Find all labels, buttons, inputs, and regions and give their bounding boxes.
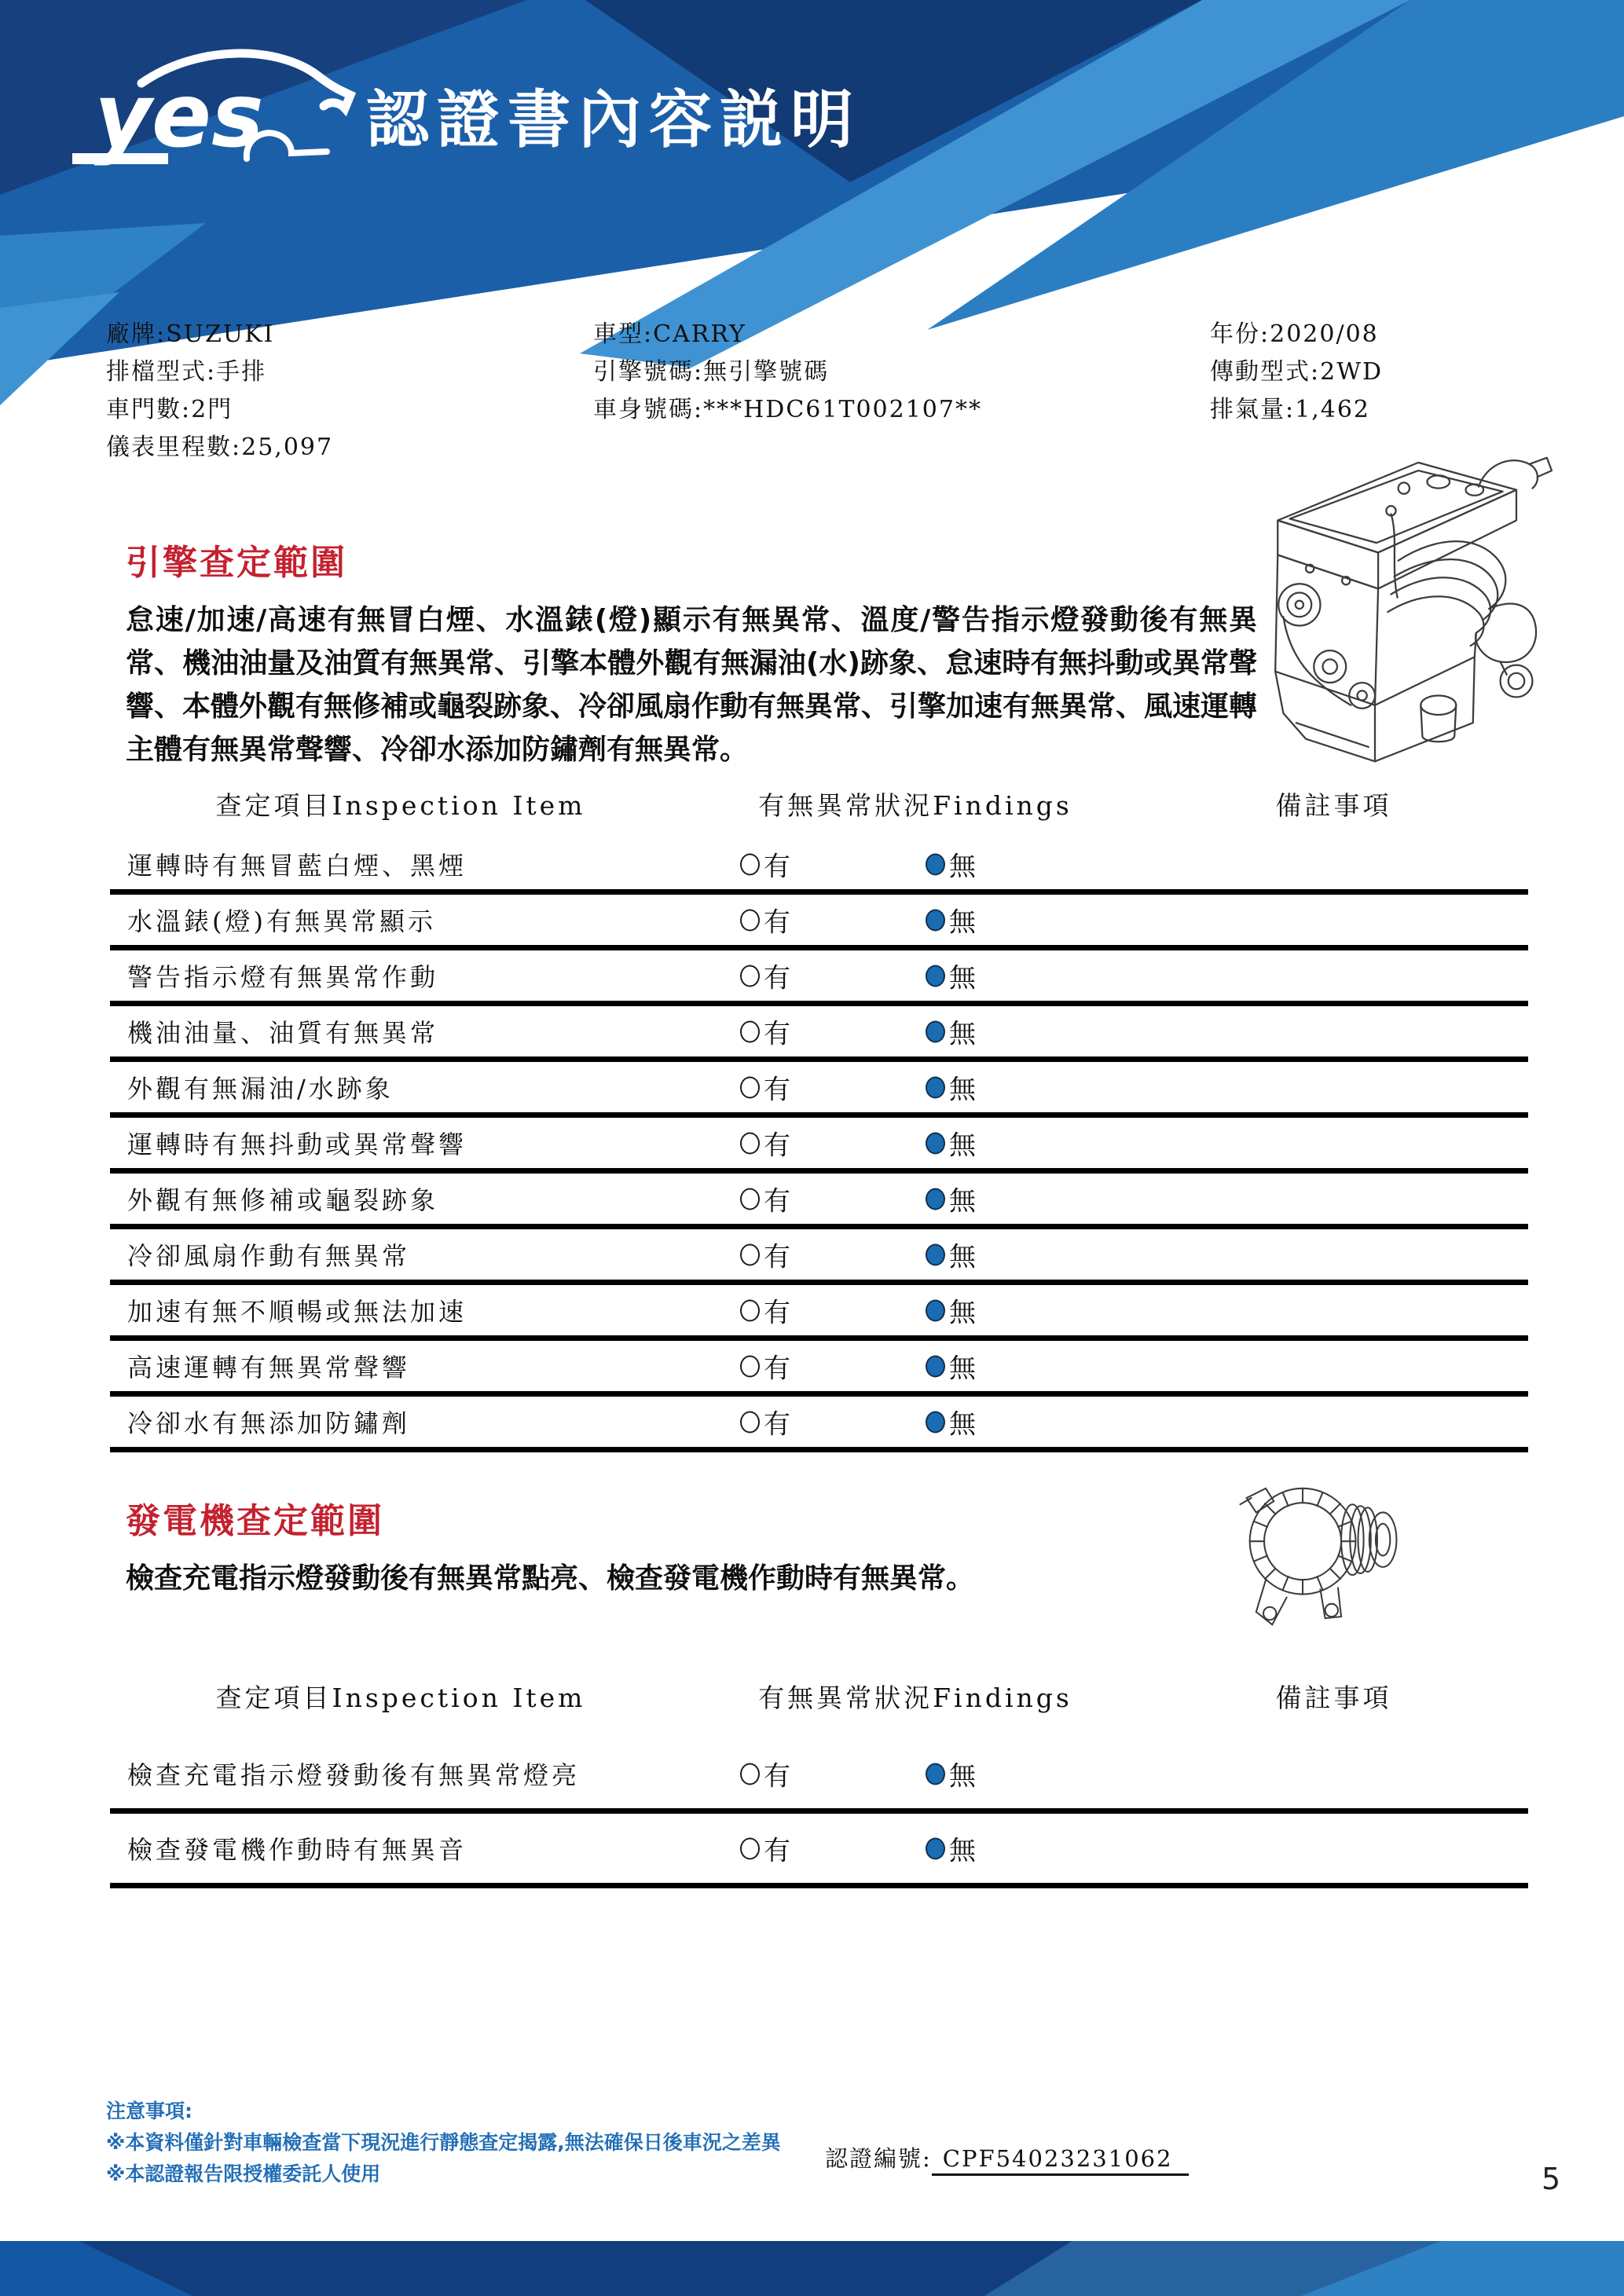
engine-illustration-icon — [1234, 440, 1587, 778]
vehicle-info-col3 — [1210, 316, 1603, 429]
info-year: 年份:2020/08 — [1210, 320, 1379, 348]
info-brand: 廠牌:SUZUKI — [106, 320, 275, 348]
inspection-row — [110, 839, 1528, 895]
findings-cell — [691, 1062, 1139, 1112]
radio-no[interactable]: 無 — [926, 1124, 976, 1163]
radio-no[interactable]: 無 — [926, 1291, 976, 1330]
inspection-item-label: 加速有無不順暢或無法加速 — [127, 1297, 467, 1327]
note-line: ※本認證報告限授權委託人使用 — [106, 2162, 381, 2185]
info-door-count: 車門數:2門 — [106, 396, 233, 423]
radio-yes-circle-icon[interactable] — [740, 1837, 760, 1859]
radio-yes[interactable]: 有 — [740, 1403, 790, 1441]
radio-no[interactable]: 無 — [926, 1180, 976, 1218]
inspection-row — [110, 950, 1528, 1006]
inspection-item-label: 檢查發電機作動時有無異音 — [127, 1835, 467, 1865]
radio-no-circle-icon[interactable] — [926, 1763, 945, 1785]
findings-cell — [691, 1285, 1139, 1335]
radio-no[interactable]: 無 — [926, 1013, 976, 1051]
radio-no-circle-icon[interactable] — [926, 1299, 945, 1321]
radio-yes-circle-icon[interactable] — [740, 853, 760, 875]
yes-logo — [49, 41, 387, 178]
findings-cell — [691, 1814, 1139, 1883]
footer-notes — [106, 2096, 781, 2190]
findings-cell — [691, 839, 1139, 889]
certificate-number-label: 認證編號: — [825, 2145, 932, 2172]
inspection-row — [110, 1062, 1528, 1118]
radio-no[interactable]: 無 — [926, 901, 976, 939]
radio-no-circle-icon[interactable] — [926, 1837, 945, 1859]
inspection-row — [110, 1285, 1528, 1341]
radio-no-circle-icon[interactable] — [926, 1020, 945, 1042]
radio-yes[interactable]: 有 — [740, 1347, 790, 1386]
radio-yes[interactable]: 有 — [740, 1236, 790, 1274]
radio-no-circle-icon[interactable] — [926, 965, 945, 987]
radio-no-circle-icon[interactable] — [926, 1355, 945, 1377]
radio-yes-circle-icon[interactable] — [740, 909, 760, 931]
inspection-item-label: 冷卻風扇作動有無異常 — [127, 1241, 411, 1271]
inspection-item-label: 運轉時有無冒藍白煙、黑煙 — [127, 851, 467, 881]
inspection-row — [110, 1118, 1528, 1174]
radio-no[interactable]: 無 — [926, 1403, 976, 1441]
engine-section-description: 怠速/加速/高速有無冒白煙、水溫錶(燈)顯示有無異常、溫度/警告指示燈發動後有無異常、機油油量及油質有無異常、引擎本體外觀有無漏油(水)跡象、怠速時有無抖動或異常聲響、本體外觀有無修補或龜裂跡象、冷卻風扇作動有無異常、引擎加速有無異常、風速運轉主體有無異常聲響、冷卻水添加防鏽劑有無異常。 — [126, 604, 1258, 766]
radio-yes[interactable]: 有 — [740, 1180, 790, 1218]
generator-table-header — [110, 1672, 1528, 1720]
findings-cell — [691, 1341, 1139, 1391]
inspection-item-label: 機油油量、油質有無異常 — [127, 1018, 439, 1048]
info-drive-type: 傳動型式:2WD — [1210, 358, 1384, 386]
inspection-row — [110, 1739, 1528, 1814]
inspection-row — [110, 1341, 1528, 1397]
radio-no-circle-icon[interactable] — [926, 1188, 945, 1210]
info-transmission-type: 排檔型式:手排 — [106, 358, 267, 386]
inspection-item-label: 運轉時有無抖動或異常聲響 — [127, 1130, 467, 1159]
alternator-illustration-icon — [1224, 1467, 1417, 1640]
radio-no[interactable]: 無 — [926, 845, 976, 884]
radio-no-circle-icon[interactable] — [926, 1076, 945, 1098]
findings-cell — [691, 1397, 1139, 1447]
radio-yes-circle-icon[interactable] — [740, 1188, 760, 1210]
radio-no-circle-icon[interactable] — [926, 909, 945, 931]
radio-yes-circle-icon[interactable] — [740, 965, 760, 987]
radio-yes-circle-icon[interactable] — [740, 1299, 760, 1321]
page-number: 5 — [1542, 2162, 1561, 2196]
inspection-item-label: 檢查充電指示燈發動後有無異常燈亮 — [127, 1760, 581, 1790]
info-odometer: 儀表里程數:25,097 — [106, 434, 334, 461]
radio-no[interactable]: 無 — [926, 957, 976, 995]
radio-yes-circle-icon[interactable] — [740, 1763, 760, 1785]
radio-yes[interactable]: 有 — [740, 957, 790, 995]
engine-inspection-table — [110, 779, 1528, 1452]
col-header-item: 查定項目Inspection Item — [215, 789, 586, 821]
generator-section-title: 發電機查定範圍 — [126, 1501, 384, 1541]
info-displacement: 排氣量:1,462 — [1210, 396, 1370, 423]
certificate-number-value: CPF54023231062 — [932, 2145, 1189, 2176]
info-engine-number: 引擎號碼:無引擎號碼 — [593, 358, 830, 386]
inspection-item-label: 外觀有無修補或龜裂跡象 — [127, 1185, 439, 1215]
radio-yes-circle-icon[interactable] — [740, 1132, 760, 1154]
findings-cell — [691, 950, 1139, 1001]
radio-yes[interactable]: 有 — [740, 1829, 790, 1868]
radio-yes[interactable]: 有 — [740, 1291, 790, 1330]
col-header-findings: 有無異常狀況Findings — [758, 1682, 1072, 1713]
logo-text: yes — [94, 65, 264, 167]
radio-yes-circle-icon[interactable] — [740, 1076, 760, 1098]
findings-cell — [691, 1118, 1139, 1168]
inspection-row — [110, 1397, 1528, 1452]
findings-cell — [691, 1174, 1139, 1224]
note-line: ※本資料僅針對車輛檢查當下現況進行靜態查定揭露,無法確保日後車況之差異 — [106, 2131, 781, 2154]
findings-cell — [691, 1229, 1139, 1280]
findings-cell — [691, 1739, 1139, 1808]
radio-yes[interactable]: 有 — [740, 1013, 790, 1051]
inspection-item-label: 冷卻水有無添加防鏽劑 — [127, 1408, 411, 1438]
inspection-item-label: 高速運轉有無異常聲響 — [127, 1353, 411, 1382]
col-header-notes: 備註事項 — [1275, 789, 1392, 821]
radio-yes[interactable]: 有 — [740, 1124, 790, 1163]
radio-no-circle-icon[interactable] — [926, 853, 945, 875]
inspection-row — [110, 1814, 1528, 1888]
inspection-row — [110, 1174, 1528, 1229]
radio-yes-circle-icon[interactable] — [740, 1020, 760, 1042]
col-header-findings: 有無異常狀況Findings — [758, 789, 1072, 821]
radio-no[interactable]: 無 — [926, 1068, 976, 1107]
radio-no-circle-icon[interactable] — [926, 1243, 945, 1265]
radio-no-circle-icon[interactable] — [926, 1411, 945, 1433]
inspection-item-label: 外觀有無漏油/水跡象 — [127, 1074, 394, 1104]
vehicle-info-col1 — [106, 316, 577, 467]
inspection-row — [110, 1006, 1528, 1062]
bottom-bar-shapes — [0, 2241, 1624, 2296]
inspection-item-label: 警告指示燈有無異常作動 — [127, 962, 439, 992]
page-title: 認證書內容説明 — [366, 83, 861, 156]
radio-no-circle-icon[interactable] — [926, 1132, 945, 1154]
engine-section-title: 引擎查定範圍 — [126, 543, 347, 583]
generator-section-description: 檢查充電指示燈發動後有無異常點亮、檢查發電機作動時有無異常。 — [126, 1562, 975, 1595]
inspection-item-label: 水溫錶(燈)有無異常顯示 — [127, 906, 436, 936]
col-header-notes: 備註事項 — [1275, 1682, 1392, 1713]
vehicle-info-col2 — [593, 316, 1190, 429]
radio-no[interactable]: 無 — [926, 1829, 976, 1868]
inspection-row — [110, 895, 1528, 950]
radio-no[interactable]: 無 — [926, 1347, 976, 1386]
notes-title: 注意事項: — [106, 2100, 192, 2122]
radio-yes-circle-icon[interactable] — [740, 1355, 760, 1377]
bottom-bar — [0, 2241, 1624, 2296]
radio-yes-circle-icon[interactable] — [740, 1411, 760, 1433]
info-vin: 車身號碼:***HDC61T002107** — [593, 396, 982, 423]
radio-yes[interactable]: 有 — [740, 1068, 790, 1107]
inspection-row — [110, 1229, 1528, 1285]
certificate-number — [825, 2141, 1189, 2173]
radio-no[interactable]: 無 — [926, 1755, 976, 1793]
info-model: 車型:CARRY — [593, 320, 746, 348]
findings-cell — [691, 1006, 1139, 1056]
radio-yes-circle-icon[interactable] — [740, 1243, 760, 1265]
generator-inspection-table — [110, 1672, 1528, 1888]
col-header-item: 查定項目Inspection Item — [215, 1682, 586, 1713]
radio-no[interactable]: 無 — [926, 1236, 976, 1274]
findings-cell — [691, 895, 1139, 945]
radio-yes[interactable]: 有 — [740, 845, 790, 884]
engine-table-header — [110, 779, 1528, 828]
radio-yes[interactable]: 有 — [740, 901, 790, 939]
radio-yes[interactable]: 有 — [740, 1755, 790, 1793]
